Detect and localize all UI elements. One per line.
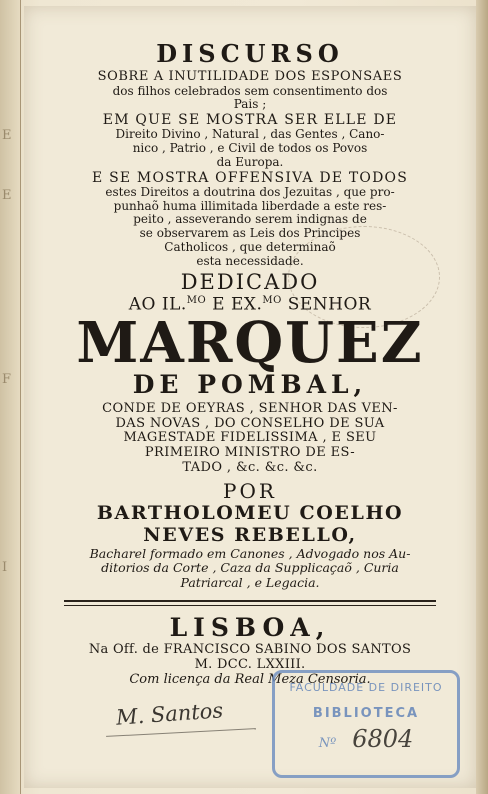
city: LISBOA, (169, 613, 331, 643)
em-que-line: EM QUE SE MOSTRA SER ELLE DE (102, 112, 398, 129)
por: POR (223, 479, 277, 504)
marquez-title: MARQUEZ (76, 309, 424, 376)
stamp-number-row (275, 725, 457, 753)
dedicado: DEDICADO (180, 270, 320, 295)
imprint-line: Na Off. de FRANCISCO SABINO DOS SANTOS (88, 641, 412, 657)
left-margin-mark: E (2, 188, 12, 203)
subtitle-line: Pais ; (233, 97, 267, 112)
conde-line: PRIMEIRO MINISTRO DE ES- (144, 445, 356, 461)
em-que-line: Direito Divino , Natural , das Gentes , Cano- (115, 127, 385, 142)
handwritten-signature: M. Santos (115, 698, 224, 730)
de-pombal: DE POMBAL, (132, 369, 368, 399)
heading: DISCURSO (156, 39, 344, 68)
author-desc-line: Bacharel formado em Canones , Advogado nos Au- (89, 545, 411, 561)
stamp-line2: BIBLIOTECA (312, 706, 420, 721)
superscript: MO (262, 294, 282, 306)
stamp-number: 6804 (352, 725, 414, 753)
signature-underline (106, 728, 256, 737)
e-se-line: Catholicos , que determinaõ (164, 239, 336, 254)
e-se-line: esta necessidade. (196, 253, 304, 268)
e-se-line: se observarem as Leis dos Principes (139, 226, 361, 241)
superscript: MO (186, 294, 207, 306)
imprint-line: M. DCC. LXXIII. (194, 656, 306, 672)
left-margin-mark: F (2, 372, 12, 387)
subtitle-line: SOBRE A INUTILIDADE DOS ESPONSAES (97, 68, 403, 84)
author-desc-line: Patriarcal , e Legacia. (180, 574, 320, 590)
author-line: NEVES REBELLO, (143, 524, 357, 547)
conde-line: CONDE DE OEYRAS , SENHOR DAS VEN- (102, 400, 398, 416)
left-page-fragment (0, 0, 21, 794)
left-margin-mark: E (2, 128, 12, 143)
page-right-edge (476, 0, 488, 794)
conde-line: DAS NOVAS , DO CONSELHO DE SUA (115, 415, 385, 431)
senhor: SENHOR (281, 294, 372, 315)
conde-line: MAGESTADE FIDELISSIMA , E SEU (123, 430, 377, 446)
title-page (24, 6, 476, 788)
author-desc-line: ditorios da Corte , Caza da Supplicaçaõ , Curia (101, 560, 399, 576)
e-se-line: punhaõ huma illimitada liberdade a este res- (113, 198, 387, 213)
library-stamp (272, 670, 460, 778)
em-que-line: nico , Patrio , e Civil de todos os Povos (132, 141, 368, 156)
subtitle-line: dos filhos celebrados sem consentimento dos (112, 83, 388, 98)
divider-rule (64, 600, 436, 606)
author-line: BARTHOLOMEU COELHO (96, 502, 404, 525)
conde-line: TADO , &c. &c. &c. (182, 460, 318, 476)
e-se-line: peito , asseverando serem indignas de (133, 212, 367, 227)
stamp-number-prefix: Nº (318, 736, 337, 751)
e-se-line: estes Direitos a doutrina dos Jezuitas , que pro- (105, 184, 395, 199)
e-ex: E EX. (206, 294, 263, 315)
title-page-text (24, 40, 476, 688)
ao-il: AO IL. (128, 294, 187, 315)
left-margin-mark: I (2, 560, 8, 575)
em-que-line: da Europa. (216, 154, 284, 169)
e-se-line: E SE MOSTRA OFFENSIVA DE TODOS (92, 169, 408, 186)
stamp-line1: FACULDADE DE DIREITO (289, 681, 443, 694)
license-line: Com licença da Real Meza Censoria. (129, 671, 371, 687)
